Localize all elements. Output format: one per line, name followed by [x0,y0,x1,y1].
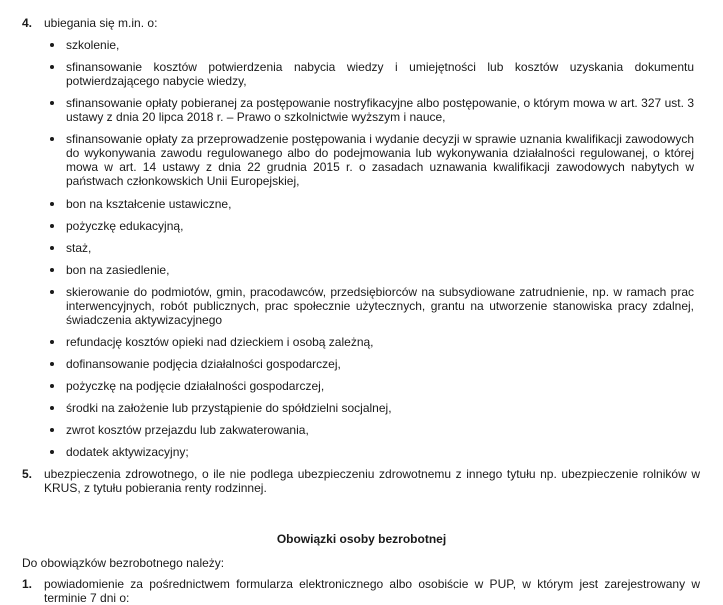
section-heading: Obowiązki osoby bezrobotnej [276,532,447,546]
item-number: 4. [22,16,33,30]
bullet-dot [50,65,54,69]
list-item-text: pożyczkę edukacyjną, [66,219,184,233]
bullet-dot [50,290,54,294]
bullet-dot [50,101,54,105]
bullet-dot [50,246,54,250]
item-text: powiadomienie za pośrednictwem formularza elektronicznego albo osobiście w PUP, w którym jest zarejestrowany w terminie 7 dni o: [44,577,700,605]
list-item-text: dodatek aktywizacyjny; [66,445,189,459]
item-number: 1. [22,577,33,591]
bullet-dot [50,340,54,344]
item-number: 5. [22,467,33,481]
bullet-dot [50,384,54,388]
bullet-dot [50,202,54,206]
list-item-text: bon na kształcenie ustawiczne, [66,197,232,211]
list-item-text: sfinansowanie opłaty pobieranej za postępowanie nostryfikacyjne albo postępowanie, o którym mowa w art. 327 ust. 3 ustawy z dnia 20 lipca 2018 r. – Prawo o szkolnictwie wyższym i nauce, [66,96,694,124]
list-item-text: sfinansowanie opłaty za przeprowadzenie postępowania i wydanie decyzji w sprawie uznania kwalifikacji zawodowych do wykonywania zawodu regulowanego albo do podejmowania lub wykonywania działalności regulowanej, o której mowa w art. 14 ustawy z dnia 22 grudnia 2015 r. o zasadach uznawania kwalifikacji zawodowych nabytych w państwach członkowskich Unii Europejskiej, [66,132,694,188]
list-item-text: refundację kosztów opieki nad dzieckiem i osobą zależną, [66,335,374,349]
section-intro: Do obowiązków bezrobotnego należy: [22,556,225,570]
list-item-text: staż, [66,241,92,255]
list-item-text: bon na zasiedlenie, [66,263,170,277]
list-item-text: szkolenie, [66,38,120,52]
bullet-dot [50,224,54,228]
bullet-dot [50,428,54,432]
bullet-dot [50,450,54,454]
bullet-dot [50,362,54,366]
list-item-text: pożyczkę na podjęcie działalności gospodarczej, [66,379,325,393]
list-item-text: zwrot kosztów przejazdu lub zakwaterowania, [66,423,309,437]
list-item-text: dofinansowanie podjęcia działalności gospodarczej, [66,357,341,371]
bullet-dot [50,268,54,272]
list-item-text: sfinansowanie kosztów potwierdzenia nabycia wiedzy i umiejętności lub kosztów uzyskania dokumentu potwierdzającego nabycie wiedzy, [66,60,694,88]
item-text: ubezpieczenia zdrowotnego, o ile nie podlega ubezpieczeniu zdrowotnemu z innego tytułu np. ubezpieczenie rolników w KRUS, z tytułu pobierania renty rodzinnej. [44,467,700,495]
bullet-dot [50,43,54,47]
bullet-dot [50,137,54,141]
item-text: ubiegania się m.in. o: [44,16,158,30]
list-item-text: skierowanie do podmiotów, gmin, pracodawców, przedsiębiorców na subsydiowane zatrudnienie, np. w ramach prac interwencyjnych, robót publicznych, prac społecznie użytecznych, grantu na utworzenie stanowiska pracy zdalnej, świadczenia aktywizacyjnego [66,285,694,327]
list-item-text: środki na założenie lub przystąpienie do spółdzielni socjalnej, [66,401,392,415]
bullet-dot [50,406,54,410]
